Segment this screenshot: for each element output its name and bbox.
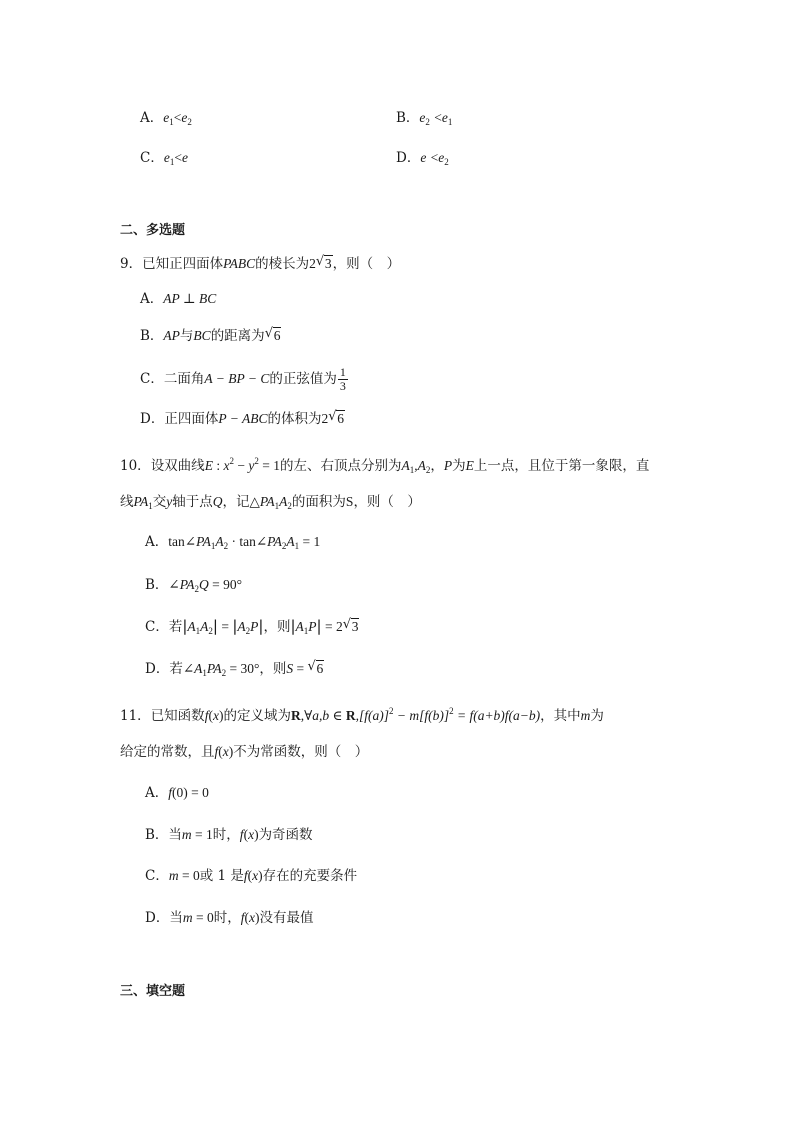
var: x — [212, 708, 219, 723]
text: 的体积为 — [267, 411, 322, 427]
option-label: C． — [140, 150, 164, 166]
var: P — [443, 458, 453, 473]
text: ，则（ ） — [353, 494, 421, 510]
abs-bar: | — [232, 617, 238, 635]
triangle-symbol: △ — [249, 494, 260, 509]
text: 的距离为 — [210, 328, 265, 344]
var: e — [163, 110, 170, 125]
var: e — [420, 150, 427, 165]
var: x — [248, 827, 255, 842]
var: e — [181, 110, 188, 125]
var: x — [248, 910, 255, 925]
numerator: 1 — [339, 365, 346, 379]
var: x — [252, 868, 259, 883]
text: 的定义域为 — [223, 708, 291, 724]
expr: AP ⊥ BC — [163, 291, 217, 306]
var: f — [239, 827, 244, 842]
text: 若 — [168, 619, 183, 635]
option-label: A． — [145, 534, 169, 550]
subscript: 2 — [194, 584, 199, 594]
q11-stem-line2: 给定的常数，且f(x)不为常函数，则（ ） — [120, 744, 369, 760]
var: f — [243, 868, 248, 883]
option-label: B． — [396, 110, 420, 126]
var: PA — [196, 534, 211, 549]
subscript: 1 — [202, 668, 207, 678]
text: = 0 — [178, 868, 200, 883]
q9-option-a — [140, 289, 216, 309]
q10-option-a — [145, 532, 320, 556]
sqrt — [266, 326, 282, 346]
radicand: 6 — [273, 328, 281, 343]
text: = 1 — [299, 534, 321, 549]
func: tan — [168, 534, 185, 549]
var: x — [223, 458, 230, 473]
var: A — [187, 619, 196, 634]
var: S — [345, 494, 354, 509]
expr: A − BP − C — [204, 371, 270, 386]
q10-option-c — [145, 616, 359, 641]
text: : — [212, 458, 224, 473]
text: 为 — [452, 458, 466, 474]
var: e — [438, 150, 445, 165]
subscript: 1 — [409, 465, 415, 475]
text: , — [414, 458, 418, 473]
q9-option-d — [140, 409, 345, 429]
sqrt — [317, 254, 333, 274]
var: PA — [267, 534, 282, 549]
text: 为奇函数 — [258, 827, 313, 843]
sqrt — [309, 659, 325, 679]
text: 已知函数 — [150, 708, 205, 724]
question-number: 9． — [120, 256, 143, 272]
option-label: C． — [140, 371, 164, 387]
q10-stem-line2 — [120, 492, 421, 516]
set-symbol: R — [290, 708, 301, 723]
question-number: 10． — [120, 458, 151, 474]
var: e — [181, 150, 188, 165]
sqrt — [344, 617, 360, 637]
option-label: D． — [396, 150, 421, 166]
var: PABC — [223, 256, 256, 271]
option-label: B． — [145, 577, 169, 593]
subscript: 1 — [169, 157, 175, 167]
text: 轴于点 — [172, 494, 213, 510]
text: ，则（ ） — [332, 256, 401, 272]
superscript: 2 — [388, 706, 394, 716]
var: a,b — [312, 708, 330, 723]
text: 没有最值 — [259, 910, 314, 926]
subscript: 1 — [169, 117, 174, 127]
operator: = — [321, 619, 336, 634]
subscript: 2 — [187, 117, 192, 127]
q11-option-b: B．当m = 1时，f(x)为奇函数 — [145, 827, 313, 843]
q11-option-c: C．m = 0或 1 是f(x)存在的充要条件 — [145, 868, 358, 884]
operator: ,∀ — [300, 708, 313, 723]
option-label: D． — [145, 910, 170, 926]
text: = 1 — [191, 827, 213, 842]
q8-option-b — [396, 108, 452, 132]
section-heading-multi: 二、多选题 — [120, 223, 186, 238]
abs-bar: | — [290, 617, 296, 635]
var: P — [250, 619, 259, 634]
var: A — [215, 534, 224, 549]
abs-bar: | — [182, 617, 188, 635]
q8-option-c — [140, 148, 188, 172]
subscript: 2 — [281, 541, 287, 551]
section-heading-fill: 三、填空题 — [120, 984, 186, 999]
subscript: 1 — [294, 541, 300, 551]
var: P — [308, 619, 317, 634]
subscript: 1 — [210, 541, 216, 551]
abs-bar: | — [316, 617, 322, 635]
var: A — [200, 619, 209, 634]
var: A — [237, 619, 246, 634]
var: m — [181, 827, 192, 842]
radicand: 3 — [351, 619, 359, 634]
text: 或 1 是 — [199, 868, 244, 884]
text: 的面积为 — [291, 494, 346, 510]
text: 二面角 — [163, 371, 205, 387]
var: E — [204, 458, 213, 473]
text: 的正弦值为 — [269, 371, 337, 387]
var: PA — [179, 577, 195, 592]
text: 时， — [212, 827, 240, 843]
var: m — [168, 868, 179, 883]
q8-option-a — [140, 108, 192, 132]
angle-symbol: ∠ — [168, 577, 180, 592]
option-label: B． — [140, 328, 164, 344]
sqrt — [329, 409, 345, 429]
operator: < — [430, 150, 439, 165]
text: 已知正四面体 — [142, 256, 224, 272]
operator: = — [217, 619, 233, 634]
operator: < — [173, 110, 182, 125]
var: Q — [199, 577, 209, 592]
coef: 2 — [309, 256, 316, 271]
subscript: 2 — [223, 541, 229, 551]
text: 为 — [590, 708, 604, 724]
operator: ∈ — [329, 708, 346, 723]
text: 的棱长为 — [255, 256, 310, 272]
operator: < — [174, 150, 182, 165]
option-label: A． — [145, 785, 169, 801]
var: A — [286, 534, 295, 549]
subscript: 2 — [287, 501, 292, 511]
superscript: 2 — [254, 456, 259, 466]
expr: P − ABC — [218, 411, 268, 426]
text: 若 — [169, 661, 183, 677]
var: A — [194, 661, 203, 676]
text: 存在的充要条件 — [262, 868, 358, 884]
expr: = f(a+b)f(a−b) — [453, 708, 541, 723]
angle-symbol: ∠ — [255, 534, 268, 549]
expr: − m[f(b)] — [393, 708, 450, 723]
text: 不为常函数，则（ ） — [233, 744, 369, 760]
option-label: D． — [145, 661, 170, 677]
option-label: C． — [145, 868, 169, 884]
expr: ,[f(a)] — [355, 708, 389, 723]
var: A — [279, 494, 288, 509]
var: PA — [133, 494, 149, 509]
var: e — [419, 110, 426, 125]
q11-option-d: D．当m = 0时，f(x)没有最值 — [145, 910, 314, 926]
var: PA — [259, 494, 275, 509]
text: = 90° — [208, 577, 243, 592]
var: m — [182, 910, 193, 925]
var: AP — [163, 328, 180, 343]
var: f — [168, 785, 173, 800]
subscript: 2 — [444, 157, 449, 167]
q8-option-d — [396, 148, 449, 172]
var: Q — [212, 494, 223, 509]
option-label: D． — [140, 411, 165, 427]
text: 线 — [120, 494, 134, 510]
subscript: 2 — [245, 626, 251, 636]
subscript: 2 — [425, 117, 430, 127]
var: A — [401, 458, 410, 473]
text: 的左、右顶点分别为 — [279, 458, 402, 474]
text: ，则 — [259, 661, 287, 677]
var: f — [240, 910, 245, 925]
arg: 0 — [176, 785, 184, 800]
q9-stem — [120, 254, 400, 274]
operator: − — [233, 458, 249, 473]
subscript: 1 — [303, 626, 309, 636]
operator: = — [293, 661, 308, 676]
abs-bar: | — [258, 617, 264, 635]
text: = 0 — [187, 785, 209, 800]
text: ，则 — [263, 619, 291, 635]
q11-option-a: A．f(0) = 0 — [145, 785, 209, 801]
var: E — [465, 458, 474, 473]
text: ， — [430, 458, 444, 474]
var: e — [163, 150, 170, 165]
var: y — [248, 458, 255, 473]
subscript: 2 — [208, 626, 213, 636]
q10-stem-line1 — [120, 451, 649, 480]
q9-option-c — [140, 366, 349, 393]
question-number: 11． — [120, 708, 151, 724]
angle-symbol: ∠ — [182, 661, 195, 676]
q10-option-b — [145, 575, 242, 599]
coef: 2 — [321, 411, 329, 426]
var: PA — [206, 661, 222, 676]
subscript: 2 — [425, 465, 431, 475]
angle-symbol: ∠ — [184, 534, 197, 549]
text: 上一点，且位于第一象限，直 — [473, 458, 650, 474]
q11-stem-line1: 11．已知函数f(x)的定义域为R,∀a,b ∈ $R,[f(a)]^2 - m[f(b)]^2 = f(a+b)f(a-b)$，其中m为 — [120, 706, 604, 724]
text: ，其中 — [540, 708, 581, 724]
coef: 2 — [335, 619, 343, 634]
text: 与 — [179, 328, 194, 344]
func: tan — [239, 534, 256, 549]
subscript: 1 — [148, 501, 153, 511]
text: 正四面体 — [164, 411, 219, 427]
subscript: 1 — [195, 626, 201, 636]
q9-option-b — [140, 326, 281, 346]
superscript: 2 — [229, 456, 234, 466]
var: A — [417, 458, 426, 473]
var: m — [580, 708, 591, 723]
var: x — [222, 744, 229, 759]
var: f — [214, 744, 219, 759]
radicand: 3 — [324, 256, 332, 271]
subscript: 1 — [274, 501, 280, 511]
text: 当 — [169, 910, 183, 926]
var: e — [441, 110, 448, 125]
option-label: C． — [145, 619, 169, 635]
var: f — [204, 708, 209, 723]
text: ，记 — [222, 494, 250, 510]
operator: · — [228, 534, 240, 549]
var: S — [286, 661, 294, 676]
set-symbol: R — [345, 708, 356, 723]
q10-option-d — [145, 659, 324, 683]
abs-bar: | — [212, 617, 218, 635]
radicand: 6 — [337, 411, 344, 426]
text: = 0 — [192, 910, 214, 925]
option-label: A． — [140, 291, 164, 307]
radicand: 6 — [316, 661, 324, 676]
denominator: 3 — [339, 379, 346, 393]
text: 交 — [152, 494, 167, 510]
text: = 30° — [226, 661, 260, 676]
text: 给定的常数，且 — [120, 744, 215, 760]
text: 时， — [213, 910, 241, 926]
var: y — [166, 494, 173, 509]
subscript: 2 — [221, 668, 227, 678]
subscript: 1 — [447, 117, 453, 127]
text: = 1 — [258, 458, 280, 473]
text: 当 — [168, 827, 182, 843]
option-label: B． — [145, 827, 169, 843]
var: BC — [193, 328, 211, 343]
operator: < — [434, 110, 442, 125]
fraction — [338, 366, 348, 393]
superscript: 2 — [449, 706, 454, 716]
var: A — [295, 619, 304, 634]
text: 设双曲线 — [150, 458, 205, 474]
option-label: A． — [140, 110, 164, 126]
